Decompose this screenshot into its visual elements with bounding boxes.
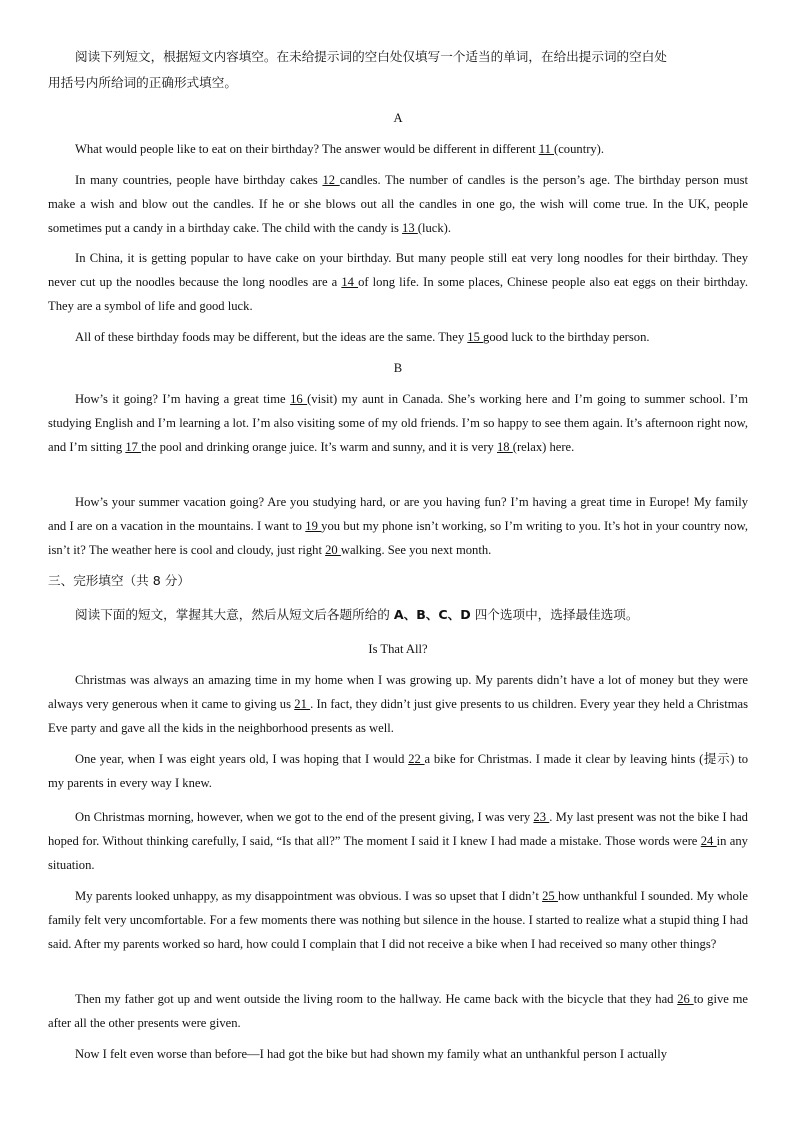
text: . My last present was not the bike I had hoped for. Without thinking carefully, I said, “Is that all?” The moment I said it I knew I had made a mistake. Those words were	[48, 810, 748, 848]
text: to give me after all the other presents were given.	[48, 992, 748, 1030]
text: In China, it is getting popular to have cake on your birthday. But many people still eat very long noodles for their birthday. They never cut up the noodles because the long noodles are a	[48, 251, 748, 289]
section-3-heading: 三、完形填空（共 8 分）	[48, 573, 190, 588]
blank-21: 21	[294, 697, 311, 711]
blank-24: 24	[700, 834, 717, 848]
text: of long life. In some places, Chinese people also eat eggs on their birthday. They are a symbol of life and good luck.	[48, 275, 748, 313]
blank-23: 23	[533, 810, 550, 824]
text: (visit) my aunt in Canada. She’s working here and I’m going to summer school. I’m studying English and I’m learning a lot. I’m also visiting some of my old friends. I’m so happy to see them again. It’s afternoon right now, and I’m sitting	[48, 392, 749, 454]
story-paragraph-3	[48, 805, 748, 877]
text: good luck to the birthday person.	[483, 330, 650, 344]
story-title: Is That All?	[368, 642, 428, 656]
passage-a-paragraph-1	[48, 137, 748, 161]
passage-a-paragraph-2	[48, 168, 748, 240]
blank-11: 11	[538, 142, 555, 156]
story-paragraph-1	[48, 668, 748, 740]
text: . In fact, they didn’t just give presents to us children. Every year they held a Christmas Eve party and gave all the kids in the neighborhood presents as well.	[48, 697, 748, 735]
text: One year, when I was eight years old, I was hoping that I would	[75, 752, 409, 766]
text: (relax) here.	[512, 440, 575, 454]
text: On Christmas morning, however, when we got to the end of the present giving, I was very	[75, 810, 534, 824]
blank-15: 15	[467, 330, 484, 344]
text: Now I felt even worse than before—I had got the bike but had shown my family what an unthankful person I actually	[75, 1047, 668, 1061]
passage-a-paragraph-3	[48, 246, 748, 318]
text: the pool and drinking orange juice. It’s warm and sunny, and it is very	[141, 440, 497, 454]
text: All of these birthday foods may be different, but the ideas are the same. They	[75, 330, 468, 344]
blank-12: 12	[322, 173, 340, 187]
story-paragraph-5	[48, 987, 748, 1035]
section-b-title: B	[393, 361, 403, 375]
blank-18: 18	[497, 440, 513, 454]
blank-17: 17	[125, 440, 142, 454]
text: a bike for Christmas. I made it clear by leaving hints (提示) to my parents in every way I knew.	[48, 752, 748, 790]
passage-b-paragraph-1	[48, 387, 748, 459]
blank-20: 20	[325, 543, 341, 557]
text: (luck).	[417, 221, 452, 235]
text: Then my father got up and went outside the living room to the hallway. He came back with the bicycle that they had	[75, 992, 678, 1006]
text: Christmas was always an amazing time in my home when I was growing up. My parents didn’t have a lot of money but they were always very generous when it came to giving us	[48, 673, 748, 711]
text: How’s your summer vacation going? Are you studying hard, or are you having fun? I’m having a great time in Europe! My family and I are on a vacation in the mountains. I want to	[48, 495, 748, 533]
blank-19: 19	[305, 519, 322, 533]
blank-25: 25	[542, 889, 558, 903]
text: how unthankful I sounded. My whole family felt very uncomfortable. For a few moments there was nothing but silence in the house. I started to realize what a stupid thing I had said. After my parents worked so hard, how could I complain that I did not receive a bike when I had received so many other things?	[48, 889, 748, 951]
blank-22: 22	[408, 752, 425, 766]
text: walking. See you next month.	[340, 543, 492, 557]
text: candles. The number of candles is the person’s age. The birthday person must make a wish and blow out the candles. If he or she blows out all the candles in one go, the wish will come true. In the UK, people sometimes put a candy in a birthday cake. The child with the candy is	[48, 173, 749, 235]
story-paragraph-2	[48, 747, 748, 795]
text: In many countries, people have birthday cakes	[75, 173, 323, 187]
blank-26: 26	[677, 992, 694, 1006]
text: you but my phone isn’t working, so I’m writing to you. It’s hot in your country now, isn’t it? The weather here is cool and cloudy, just right	[48, 519, 748, 557]
text: in any situation.	[48, 834, 748, 872]
options-label: A、B、C、D	[393, 607, 471, 622]
text: My parents looked unhappy, as my disappointment was obvious. I was so upset that I didn’t	[75, 889, 543, 903]
section-a-title: A	[393, 111, 403, 125]
instruction-a-continued	[48, 71, 748, 95]
text: 阅读下面的短文，掌握其大意，然后从短文后各题所给的	[75, 607, 394, 622]
story-paragraph-6	[48, 1042, 748, 1066]
instruction-a	[48, 45, 748, 69]
story-paragraph-4	[48, 884, 748, 956]
text: (country).	[554, 142, 605, 156]
instruction-line-1: 阅读下列短文，根据短文内容填空。在未给提示词的空白处仅填写一个适当的单词，在给出提示词的空白处	[75, 49, 667, 64]
instruction-line-2: 用括号内所给词的正确形式填空。	[48, 75, 237, 90]
blank-13: 13	[402, 221, 418, 235]
text: What would people like to eat on their birthday? The answer would be different in different	[75, 142, 539, 156]
text: How’s it going? I’m having a great time	[75, 392, 291, 406]
text: 四个选项中，选择最佳选项。	[470, 607, 639, 622]
blank-16: 16	[290, 392, 308, 406]
blank-14: 14	[341, 275, 359, 289]
passage-a-paragraph-4	[48, 325, 748, 349]
section-3-instruction	[48, 603, 748, 627]
passage-b-paragraph-2	[48, 490, 748, 562]
